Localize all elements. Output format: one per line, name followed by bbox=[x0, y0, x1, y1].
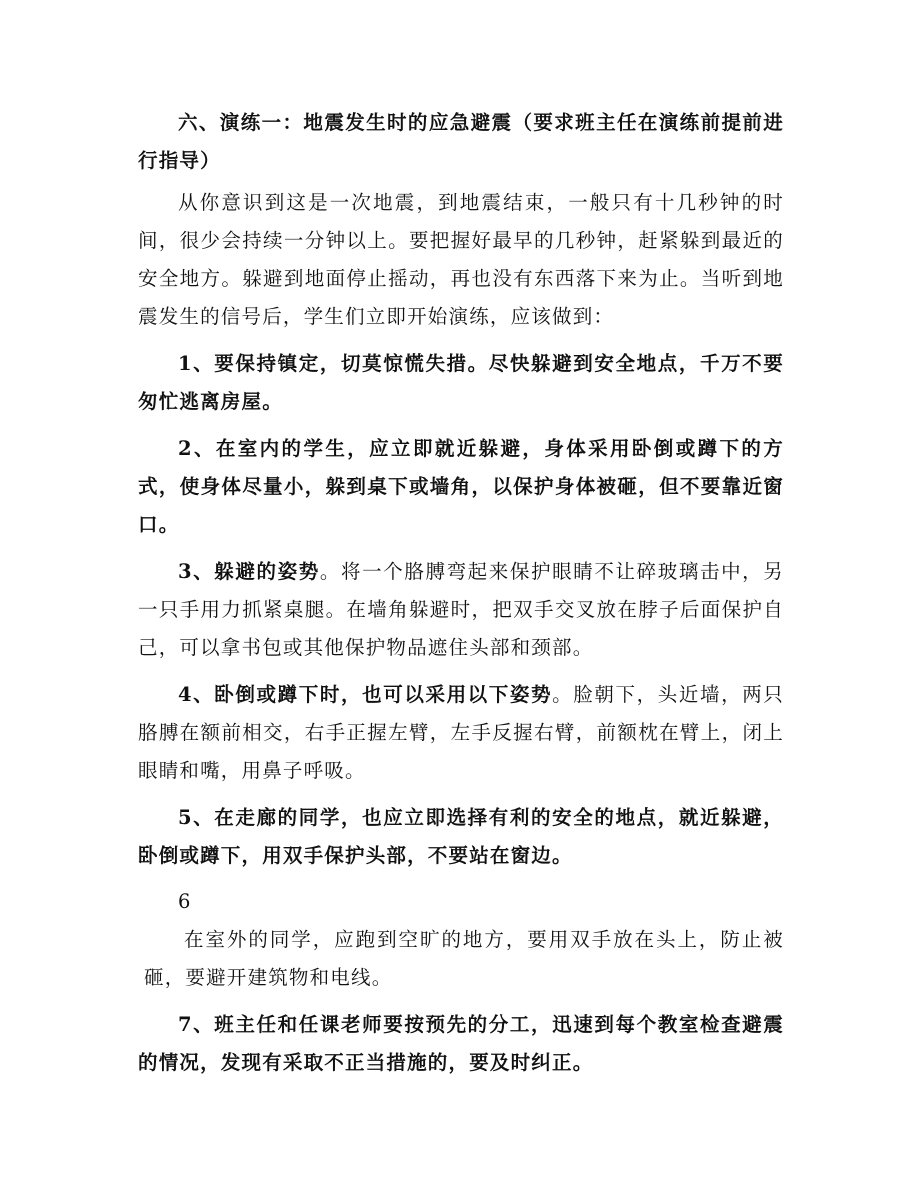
intro-paragraph: 从你意识到这是一次地震，到地震结束，一般只有十几秒钟的时间，很少会持续一分钟以上。要把握好最早的几秒钟，赶紧躲到最近的安全地方。躲避到地面停止摇动，再也没有东西落下来为止。当听到地震发生的信号后，学生们立即开始演练，应该做到： bbox=[138, 191, 784, 328]
item-6-number: 6 bbox=[178, 890, 191, 913]
item-2-bold: 2、在室内的学生，应立即就近躲避，身体采用卧倒或蹲下的方式，使身体尽量小，躲到桌下或墙角，以保护身体被砸，但不要靠近窗口。 bbox=[138, 437, 784, 536]
item-2 bbox=[138, 430, 784, 544]
item-3-rest: 。将一个胳膊弯起来保护眼睛不让碎玻璃击中，另一只手用力抓紧桌腿。在墙角躲避时，把双手交叉放在脖子后面保护自己，可以拿书包或其他保护物品遮住头部和颈部。 bbox=[138, 560, 784, 659]
document-page bbox=[138, 104, 784, 1082]
item-3 bbox=[138, 553, 784, 667]
item-6-text: 在室外的同学，应跑到空旷的地方，要用双手放在头上，防止被砸，要避开建筑物和电线。 bbox=[144, 928, 784, 989]
item-1 bbox=[138, 345, 784, 421]
item-4-rest: 。脸朝下，头近墙，两只胳膊在额前相交，右手正握左臂，左手反握右臂，前额枕在臂上，闭上眼睛和嘴，用鼻子呼吸。 bbox=[138, 683, 785, 782]
item-1-bold: 1、要保持镇定，切莫惊慌失措。尽快躲避到安全地点，千万不要匆忙逃离房屋。 bbox=[138, 352, 784, 413]
item-5-bold: 5、在走廊的同学，也应立即选择有利的安全的地点，就近躲避，卧倒或蹲下，用双手保护头部，不要站在窗边。 bbox=[138, 806, 784, 867]
item-3-bold: 3、躲避的姿势 bbox=[178, 560, 320, 583]
section-heading: 六、演练一：地震发生时的应急避震（要求班主任在演练前提前进行指导） bbox=[138, 111, 784, 172]
item-5 bbox=[138, 799, 784, 875]
item-7: 7、班主任和任课老师要按预先的分工，迅速到每个教室检查避震的情况，发现有采取不正当措施的，要及时纠正。 bbox=[138, 1013, 784, 1074]
item-4 bbox=[138, 676, 784, 790]
item-4-bold: 4、卧倒或蹲下时，也可以采用以下姿势 bbox=[178, 683, 553, 706]
